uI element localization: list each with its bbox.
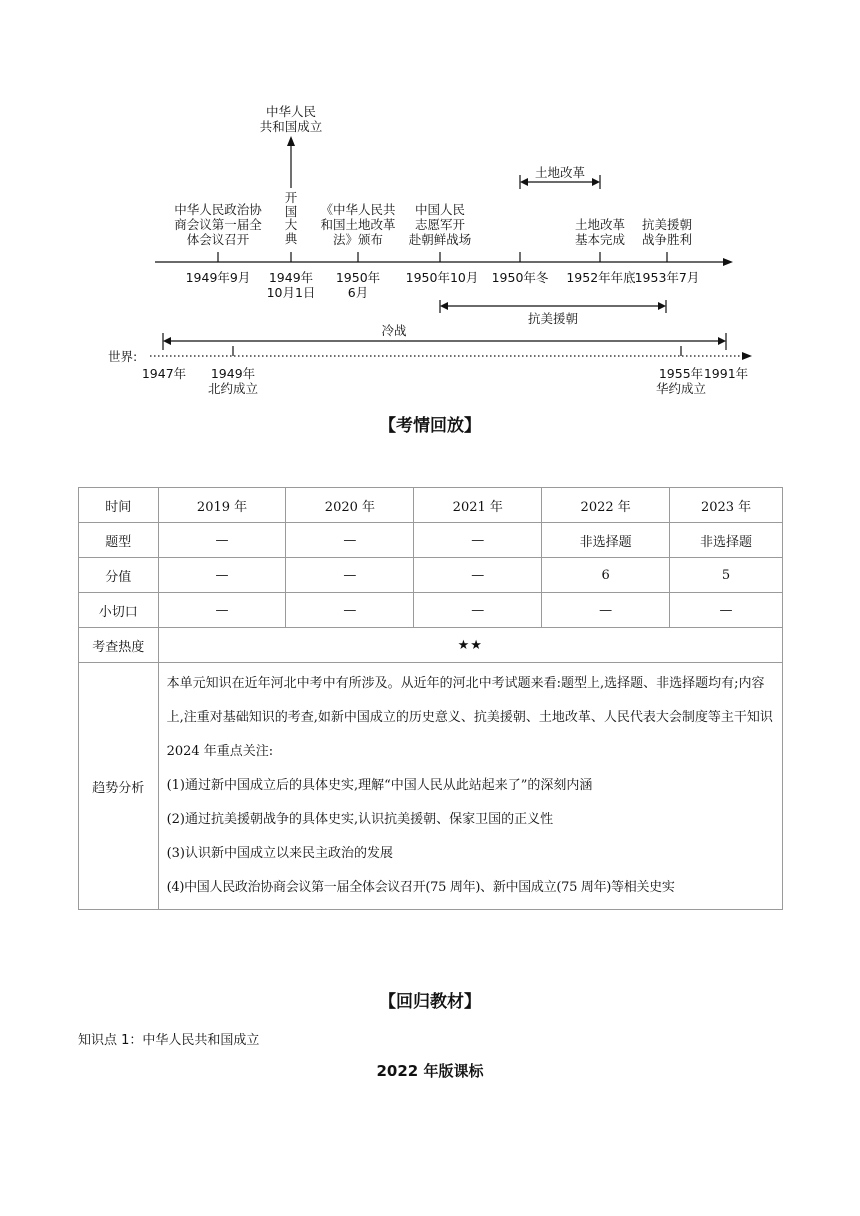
nato-founded: 1949年 北约成立 — [207, 366, 258, 396]
warsaw-pact-founded: 1955年 华约成立 — [655, 366, 706, 396]
cold-war-label: 冷战 — [381, 323, 407, 338]
knowledge-point: 知识点 1：中华人民共和国成立 — [78, 1033, 260, 1048]
table-cell: 2021 年 — [414, 488, 542, 523]
table-cell: 2022 年 — [542, 488, 670, 523]
trend-paragraph: (2)通过抗美援朝战争的具体史实,认识抗美援朝、保家卫国的正义性 — [166, 812, 554, 827]
table-cell: 题型 — [79, 523, 159, 558]
curriculum-standard-title: 2022 年版课标 — [376, 1062, 484, 1080]
table-cell: 2019 年 — [158, 488, 286, 523]
trend-paragraph: (4)中国人民政治协商会议第一届全体会议召开(75 周年)、新中国成立(75 周年)等相关史实 — [166, 880, 675, 895]
trend-label: 趋势分析 — [79, 663, 159, 910]
heat-stars: ★★ — [158, 628, 782, 663]
table-row — [79, 558, 783, 593]
table-cell: — — [414, 593, 542, 628]
event-volunteer-army: 中国人民 志愿军开 赴朝鲜战场 — [408, 202, 472, 247]
land-reform-label: 土地改革 — [534, 165, 585, 180]
table-cell: 分值 — [79, 558, 159, 593]
table-cell: — — [414, 523, 542, 558]
event-founding-ceremony: 开国大典 — [284, 190, 298, 246]
table-row — [79, 523, 783, 558]
section-title-exam-review: 【考情回放】 — [379, 416, 481, 436]
resist-america-label: 抗美援朝 — [527, 311, 578, 326]
table-cell: — — [670, 593, 783, 628]
section-title-back-to-textbook: 【回归教材】 — [379, 992, 481, 1012]
date-1949-oct: 1949年 10月1日 — [266, 270, 316, 300]
trend-paragraph: 本单元知识在近年河北中考中有所涉及。从近年的河北中考试题来看:题型上,选择题、非选择题均有;内容上,注重对基础知识的考查,如新中国成立的历史意义、抗美援朝、土地改革、人民代表大会制度等主干知识 — [166, 676, 773, 725]
table-cell: — — [286, 523, 414, 558]
table-cell: 6 — [542, 558, 670, 593]
event-prc-founded: 中华人民 共和国成立 — [259, 104, 323, 134]
table-cell: — — [158, 523, 286, 558]
world-label: 世界: — [108, 349, 138, 364]
table-cell: — — [414, 558, 542, 593]
date-1950-winter: 1950年冬 — [491, 270, 549, 285]
world-end-1991: 1991年 — [703, 366, 749, 381]
table-cell: 5 — [670, 558, 783, 593]
table-cell: — — [158, 593, 286, 628]
table-row-trend — [79, 663, 783, 910]
timeline-diagram — [0, 0, 860, 400]
table-cell: — — [542, 593, 670, 628]
world-start-1947: 1947年 — [141, 366, 187, 381]
table-header-row — [79, 488, 783, 523]
event-war-victory: 抗美援朝 战争胜利 — [641, 217, 692, 247]
table-cell: 2023 年 — [670, 488, 783, 523]
trend-analysis — [158, 663, 782, 910]
date-1952-end: 1952年年底 — [566, 270, 636, 285]
event-land-reform-law: 《中华人民共 和国土地改革 法》颁布 — [320, 202, 396, 247]
date-1949-sep: 1949年9月 — [185, 270, 251, 285]
table-cell: — — [286, 558, 414, 593]
table-cell: — — [286, 593, 414, 628]
table-cell: 非选择题 — [670, 523, 783, 558]
trend-paragraph: (1)通过新中国成立后的具体史实,理解“中国人民从此站起来了”的深刻内涵 — [166, 778, 593, 793]
event-land-reform-done: 土地改革 基本完成 — [574, 217, 625, 247]
table-cell: 小切口 — [79, 593, 159, 628]
table-cell: 2020 年 — [286, 488, 414, 523]
table-cell: 非选择题 — [542, 523, 670, 558]
trend-paragraph: 2024 年重点关注: — [166, 744, 274, 759]
table-cell: 时间 — [79, 488, 159, 523]
table-row — [79, 593, 783, 628]
date-1950-jun: 1950年 6月 — [335, 270, 381, 300]
date-1953-jul: 1953年7月 — [634, 270, 700, 285]
table-row-heat — [79, 628, 783, 663]
event-cppcc: 中华人民政治协 商会议第一届全 体会议召开 — [174, 202, 262, 247]
exam-stats-table — [78, 487, 783, 910]
heat-label: 考查热度 — [79, 628, 159, 663]
table-cell: — — [158, 558, 286, 593]
date-1950-oct: 1950年10月 — [405, 270, 479, 285]
trend-paragraph: (3)认识新中国成立以来民主政治的发展 — [166, 846, 394, 861]
